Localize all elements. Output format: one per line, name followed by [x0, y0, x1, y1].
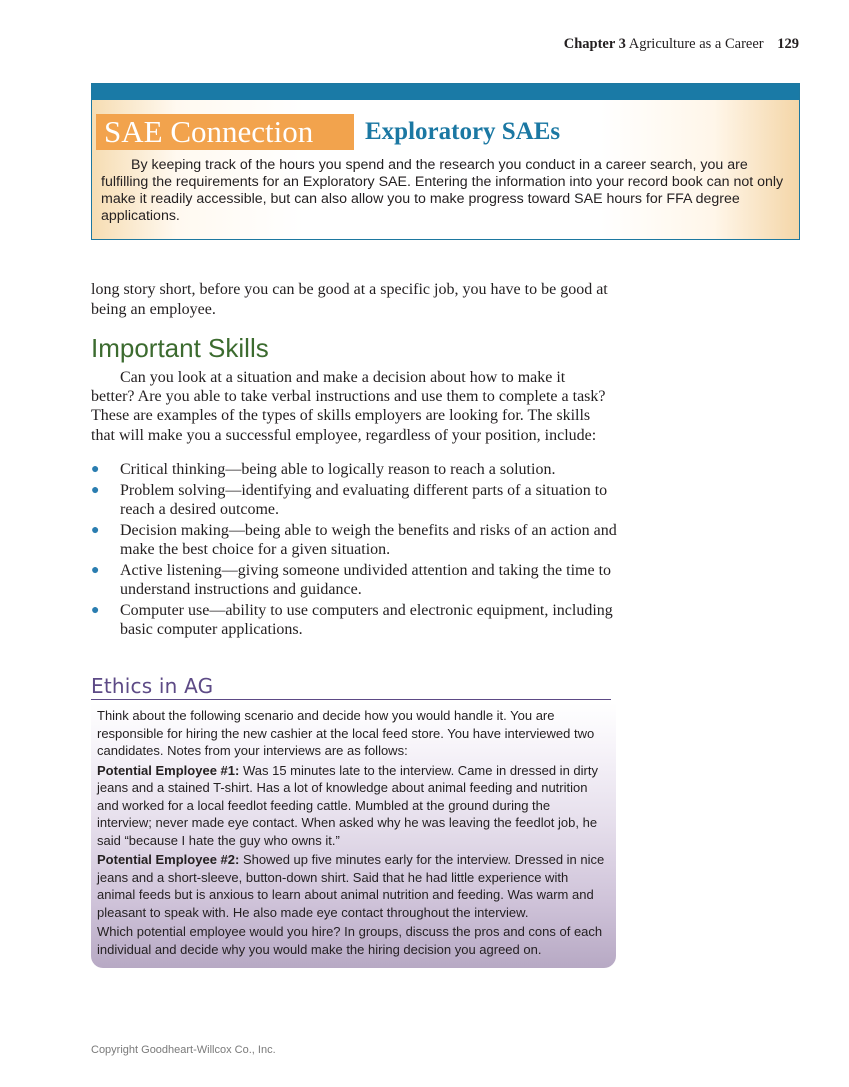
list-item	[91, 561, 621, 599]
skills-list	[91, 460, 621, 641]
sae-title: Exploratory SAEs	[365, 118, 561, 145]
chapter-title: Agriculture as a Career	[628, 36, 764, 52]
sae-connection-box	[91, 83, 800, 240]
list-item	[91, 601, 621, 639]
candidate-1-text: Was 15 minutes late to the interview. Came in dressed in dirty jeans and a stained T-shirt. Has a lot of knowledge about animal feeding and nutrition and worked for a local feedlot feeding cattle. Mumbled at the ground during the interview; never made eye contact. When asked why he was leaving the feedlot job, he said “because I hate the guy who owns it.”	[97, 762, 598, 848]
candidate-2	[97, 851, 606, 921]
sae-tag: SAE Connection	[96, 114, 354, 150]
chapter-label: Chapter 3	[563, 36, 626, 52]
ethics-box	[91, 703, 616, 968]
bullet-icon: ●	[91, 522, 100, 538]
candidate-2-label: Potential Employee #2:	[97, 852, 240, 867]
bullet-icon: ●	[91, 482, 100, 498]
list-item	[91, 521, 621, 559]
bullet-icon: ●	[91, 563, 100, 579]
page-number: 129	[777, 36, 799, 52]
ethics-title: Ethics in AG	[91, 674, 214, 698]
sae-top-bar	[92, 84, 799, 100]
bullet-icon: ●	[91, 603, 100, 619]
candidate-1	[97, 762, 606, 850]
list-item-text: Problem solving—identifying and evaluating different parts of a situation to reach a desired outcome.	[120, 481, 608, 519]
running-head	[564, 36, 799, 53]
list-item	[91, 481, 621, 519]
copyright-footer: Copyright Goodheart-Willcox Co., Inc.	[91, 1044, 276, 1056]
list-item-text: Decision making—being able to weigh the benefits and risks of an action and make the best choice for a given situation.	[120, 521, 617, 559]
ethics-heading	[91, 673, 611, 700]
list-item-text: Critical thinking—being able to logically reason to reach a solution.	[120, 461, 556, 478]
ethics-question: Which potential employee would you hire? In groups, discuss the pros and cons of each individual and decide why you would make the hiring decision you agreed on.	[97, 924, 603, 957]
skills-paragraph: Can you look at a situation and make a decision about how to make it better? Are you able to take verbal instructions and use them to complete a task? These are examples of the types of skills employers are looking for. The skills that will make you a successful employee, regardless of your position, include:	[91, 369, 606, 444]
list-item-text: Computer use—ability to use computers and electronic equipment, including basic computer applications.	[120, 602, 613, 639]
candidate-1-label: Potential Employee #1:	[97, 762, 240, 778]
bullet-icon: ●	[91, 462, 100, 477]
ethics-intro: Think about the following scenario and decide how you would handle it. You are responsible for hiring the new cashier at the local feed store. You have interviewed two candidates. Notes from your interviews are as follows:	[97, 708, 595, 758]
sae-text: By keeping track of the hours you spend and the research you conduct in a career search, you are fulfilling the requirements for an Exploratory SAE. Entering the information into your record book can not only make it readily accessible, but can also allow you to make progress toward SAE hours for FFA degree applications.	[101, 157, 784, 224]
candidate-2-text: Showed up five minutes early for the interview. Dressed in nice jeans and a short-sleeve, button-down shirt. Said that he had little experience with animal feeds but is anxious to learn about animal nutrition and feeding. Was warm and pleasant to speak with. He also made eye contact throughout the interview.	[97, 852, 605, 920]
section-heading: Important Skills	[91, 333, 269, 363]
list-item	[91, 460, 621, 479]
list-item-text: Active listening—giving someone undivided attention and taking the time to understand instructions and guidance.	[120, 562, 612, 599]
intro-text: long story short, before you can be good at a specific job, you have to be good at being an employee.	[91, 281, 608, 318]
